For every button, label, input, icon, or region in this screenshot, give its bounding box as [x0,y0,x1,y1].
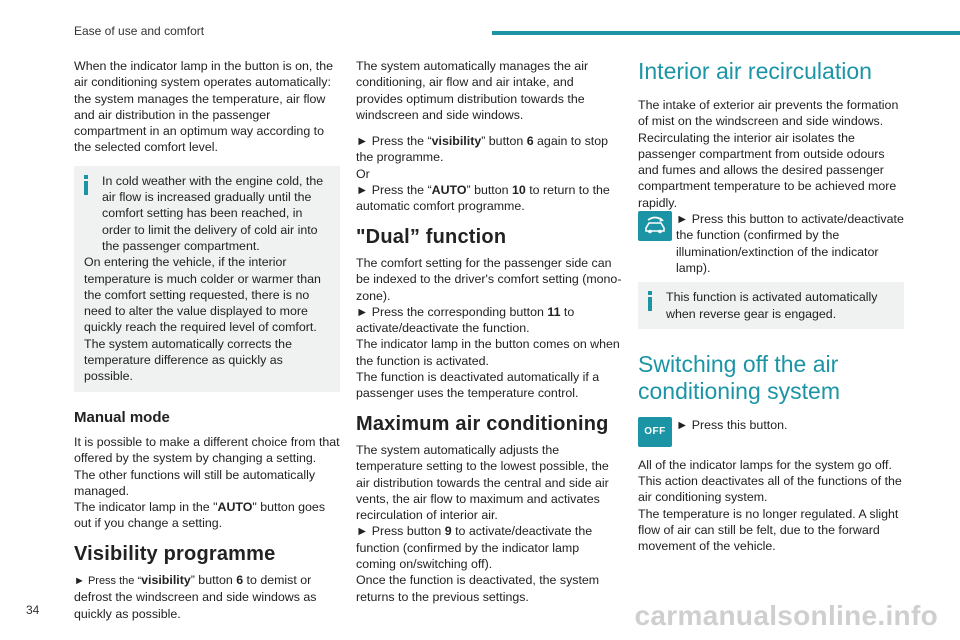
recirc-button-text: ► Press this button to activate/deactivate the function (confirmed by the illumination/extinction of the indicator lamp). [676,212,904,275]
dual-p2-c: to activate/deactivate the function. [356,304,575,336]
vis-a: ► Press the “ [74,575,142,588]
col2-p3 [356,182,622,215]
off-p1: All of the indicator lamps for the system go off. [638,457,892,472]
p3-b: AUTO [431,183,467,198]
p3-c: ” button [466,183,512,198]
vis-e: to demist or defrost the windscreen and side windows as quickly as possible. [74,573,317,621]
vis-c: ” button [190,573,237,588]
column-1 [74,58,340,632]
recirc-p1: The intake of exterior air prevents the formation of mist on the windscreen and side windows. [638,98,899,129]
col2-p1: The system automatically manages the air conditioning, air flow and air intake, and provides optimum distribution towards the windscreen and side windows. [356,59,589,122]
column-3 [638,58,904,555]
auto-label: AUTO [217,500,253,515]
p2-c: ” button [481,134,527,149]
col2-p2 [356,133,622,166]
max-p2-b: 9 [444,524,452,539]
manual-p3-c: " button goes out if you change a setting. [74,500,326,531]
column-2 [356,58,622,605]
manual-p2: The other functions will still be automatically managed. [74,467,316,498]
info-text-1: In cold weather with the engine cold, the air flow is increased gradually until the comfort setting has been reached, in order to limit the delivery of cold air into the passenger compartment. [102,173,324,253]
info-icon [80,175,92,195]
manual-p3 [74,499,340,532]
info-icon [644,291,656,311]
manual-mode-text [74,434,340,532]
max-p3: Once the function is deactivated, the system returns to the previous settings. [356,573,600,604]
dual-p3: The indicator lamp in the button comes on when the function is activated. [356,337,620,368]
p2-d: 6 [526,134,534,149]
off-p3: The temperature is no longer regulated. A slight flow of air can still be felt, due to the forward movement of the vehicle. [638,506,899,554]
col2-or: Or [356,166,370,181]
off-button-icon: OFF [638,417,672,447]
header-accent-bar [492,31,960,35]
visibility-paragraph [74,572,340,622]
watermark: carmanualsonline.info [634,600,938,631]
info-text-3: The system automatically corrects the temperature difference as quickly as possible. [84,336,292,384]
p2-b: visibility [431,134,482,149]
vis-b: visibility [141,573,191,588]
info-box-reverse-gear [638,282,904,329]
info-box-cold-weather [74,166,340,392]
max-p2-a: ► Press button [356,524,445,539]
max-p2-c: to activate/deactivate the function (confirmed by the indicator lamp coming on/switching off). [356,524,593,572]
max-ac-heading: Maximum air conditioning [356,412,609,435]
off-button-row [638,417,904,451]
intro-paragraph: When the indicator lamp in the button is on, the air conditioning system operates automatically: the system manages the temperature, air flow and air distribution in the passenger compartment in an optimum way according to the selected comfort level. [74,59,333,155]
switch-off-heading: Switching off the air conditioning system [638,350,840,404]
off-button-text: ► Press this button. [676,417,788,432]
dual-p2-b: 11 [547,304,561,319]
manual-mode-heading: Manual mode [74,408,170,426]
off-p2: This action deactivates all of the functions of the air conditioning system. [638,474,902,505]
max-p2 [356,523,622,572]
recirc-p2: Recirculating the interior air isolates the passenger compartment from outside odours and fumes and allows the desired passenger compartment temperature to be achieved more rapidly. [638,130,897,210]
dual-p4: The function is deactivated automatically if a passenger uses the temperature control. [356,370,600,401]
dual-p2-a: ► Press the corresponding button [356,304,548,319]
dual-p2 [356,304,622,337]
p2-e: again to stop the programme. [356,134,608,165]
visibility-heading: Visibility programme [74,542,276,565]
max-p1: The system automatically adjusts the temperature setting to the lowest possible, the air distribution towards the central and side air vents, the air flow to maximum and activates recirculation of interior air. [356,442,609,523]
p3-e: to return to the automatic comfort programme. [356,183,610,214]
dual-heading: "Dual” function [356,225,507,248]
recirc-button-row [638,211,904,276]
p3-d: 10 [511,183,526,198]
p2-a: ► Press the “ [356,134,432,149]
info-text-2: On entering the vehicle, if the interior temperature is much colder or warmer than the comfort setting requested, there is no need to alter the value displayed to more quickly reach the required level of comfort. [84,255,321,335]
recirculation-icon [638,211,672,241]
manual-p1: It is possible to make a different choice from that offered by the system by changing a setting. [74,434,340,466]
p3-a: ► Press the “ [356,183,432,198]
manual-p3-a: The indicator lamp in the " [74,500,218,515]
page-number: 34 [26,603,40,617]
recirc-info-text: This function is activated automatically when reverse gear is engaged. [666,290,878,321]
recirculation-heading: Interior air recirculation [638,58,872,84]
page-header-title: Ease of use and comfort [74,24,205,38]
vis-d: 6 [236,573,244,588]
dual-p1: The comfort setting for the passenger side can be indexed to the driver's comfort setting (mono-zone). [356,255,622,303]
